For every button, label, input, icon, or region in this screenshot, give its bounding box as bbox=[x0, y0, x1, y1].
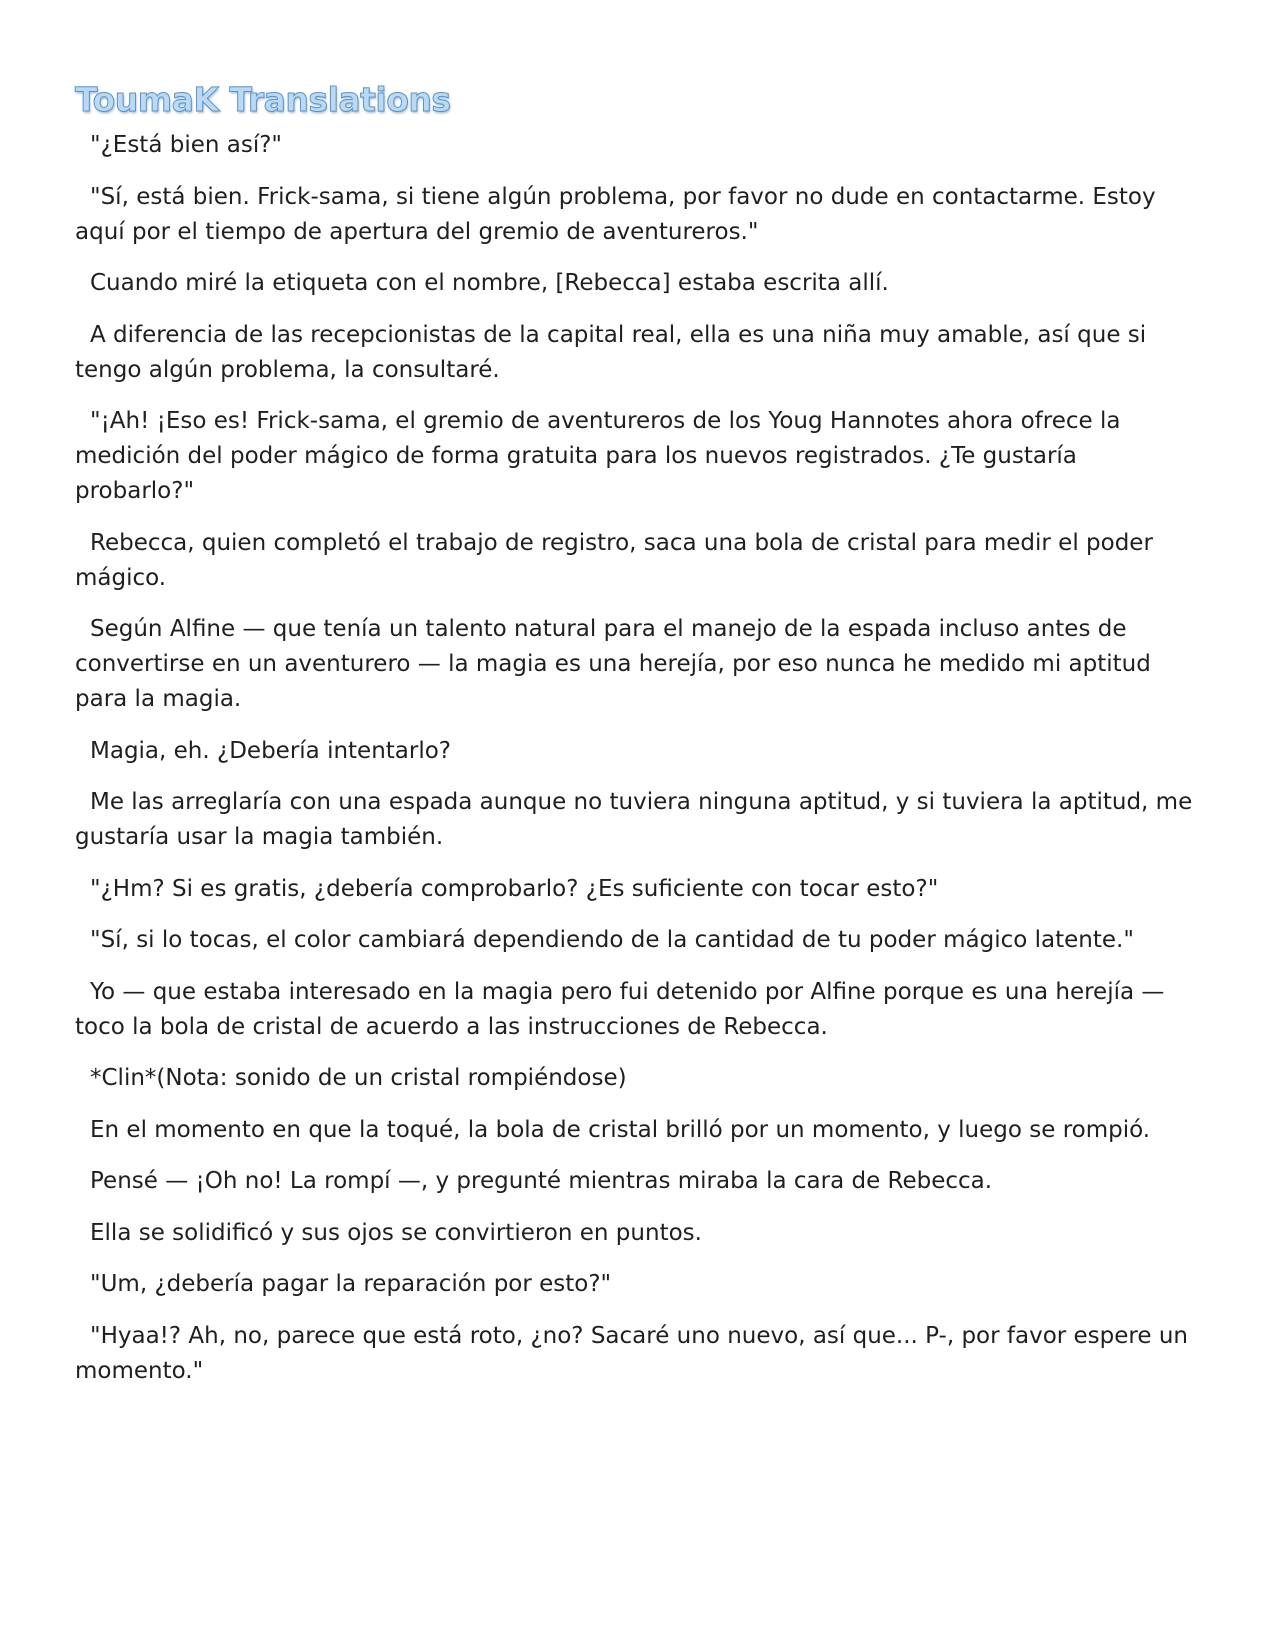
paragraph: "Sí, si lo tocas, el color cambiará dependiendo de la cantidad de tu poder mágico latente." bbox=[90, 927, 1134, 953]
paragraph: En el momento en que la toqué, la bola de cristal brilló por un momento, y luego se rompió. bbox=[90, 1116, 1151, 1143]
paragraph: Rebecca, quien completó el trabajo de registro, saca una bola de cristal para medir el poder mágico. bbox=[75, 529, 1153, 591]
paragraph: Ella se solidificó y sus ojos se convirtieron en puntos. bbox=[90, 1219, 702, 1246]
paragraph: Según Alfine — que tenía un talento natural para el manejo de la espada incluso antes de convertirse en un aventurero — la magia es una herejía, por eso nunca he medido mi aptitud para la magia. bbox=[75, 616, 1151, 712]
paragraph: "¿Está bien así?" bbox=[90, 132, 283, 158]
paragraph: *Clin*(Nota: sonido de un cristal rompiéndose) bbox=[90, 1065, 627, 1091]
paragraph: Pensé — ¡Oh no! La rompí —, y pregunté mientras miraba la cara de Rebecca. bbox=[90, 1168, 993, 1194]
paragraph: "Sí, está bien. Frick-sama, si tiene algún problema, por favor no dude en contactarme. Estoy aquí por el tiempo de apertura del gremio de aventureros." bbox=[75, 183, 1156, 245]
paragraph: "¿Hm? Si es gratis, ¿debería comprobarlo? ¿Es suficiente con tocar esto?" bbox=[90, 875, 939, 902]
body-text bbox=[75, 128, 1195, 1405]
paragraph: "Hyaa!? Ah, no, parece que está roto, ¿no? Sacaré uno nuevo, así que... P-, por favor espere un momento." bbox=[75, 1322, 1188, 1384]
paragraph: Yo — que estaba interesado en la magia pero fui detenido por Alfine porque es una herejía — toco la bola de cristal de acuerdo a las instrucciones de Rebecca. bbox=[75, 978, 1165, 1040]
watermark-brand: ToumaK Translations bbox=[75, 80, 451, 119]
paragraph: A diferencia de las recepcionistas de la capital real, ella es una niña muy amable, así que si tengo algún problema, la consultaré. bbox=[75, 321, 1147, 383]
paragraph: Me las arreglaría con una espada aunque no tuviera ninguna aptitud, y si tuviera la aptitud, me gustaría usar la magia también. bbox=[75, 789, 1193, 850]
paragraph: "¡Ah! ¡Eso es! Frick-sama, el gremio de aventureros de los Youg Hannotes ahora ofrece la medición del poder mágico de forma gratuita para los nuevos registrados. ¿Te gustaría probarlo?" bbox=[75, 408, 1121, 504]
paragraph: Magia, eh. ¿Debería intentarlo? bbox=[90, 737, 452, 764]
paragraph: "Um, ¿debería pagar la reparación por esto?" bbox=[90, 1271, 612, 1297]
paragraph: Cuando miré la etiqueta con el nombre, [Rebecca] estaba escrita allí. bbox=[90, 270, 889, 296]
